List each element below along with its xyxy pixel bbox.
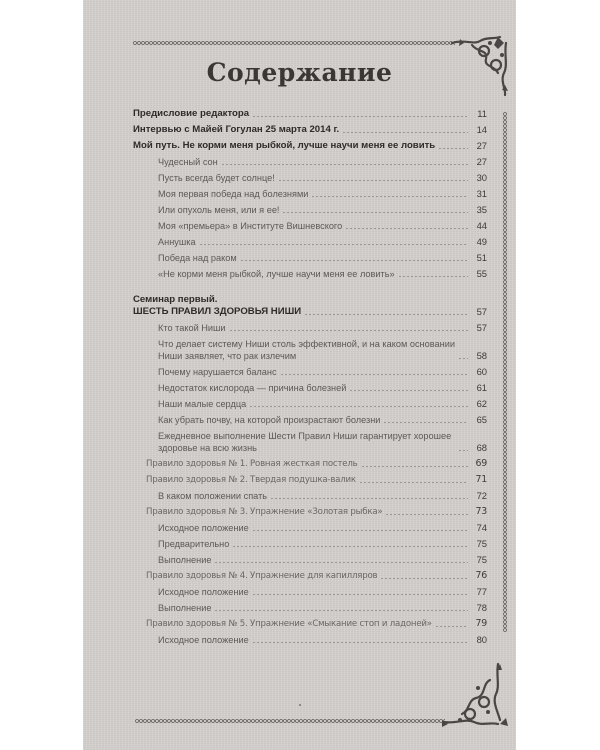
dot-leader — [458, 450, 468, 451]
dot-leader — [385, 514, 468, 515]
page-number: 55 — [476, 268, 487, 279]
toc-entry[interactable] — [133, 506, 487, 518]
page-number: 68 — [476, 442, 487, 453]
toc-entry[interactable] — [133, 188, 487, 200]
entry-text: Чудесный сон — [158, 157, 218, 167]
entry-text: Пусть всегда будет солнце! — [158, 173, 275, 183]
page-number: 44 — [476, 220, 487, 231]
entry-text: Аннушка — [158, 237, 196, 247]
dot-leader — [398, 276, 468, 277]
corner-ornament-bottom-right-icon — [440, 662, 508, 732]
page-number: 75 — [476, 554, 487, 565]
dot-leader — [380, 578, 468, 579]
page-number: 51 — [476, 252, 487, 263]
toc-entry[interactable] — [133, 124, 487, 136]
entry-text: «Не корми меня рыбкой, лучше научи меня ее ловить» — [158, 269, 395, 279]
bottom-border-chain — [135, 719, 445, 723]
entry-text: Почему нарушается баланс — [158, 367, 277, 377]
entry-text: Выполнение — [158, 603, 212, 613]
entry-text: Моя первая победа над болезнями — [158, 189, 309, 199]
toc-entry[interactable] — [133, 586, 487, 598]
toc-entry[interactable] — [133, 220, 487, 232]
page-number: 74 — [476, 522, 487, 533]
page-dot — [299, 704, 301, 706]
toc-entry[interactable] — [133, 522, 487, 534]
entry-text: Наши малые сердца — [158, 399, 247, 409]
toc-entry[interactable] — [133, 458, 487, 470]
page-number: 57 — [476, 322, 487, 333]
page-number: 73 — [475, 506, 487, 517]
dot-leader — [304, 314, 468, 315]
entry-text: Что делает систему Ниши столь эффективной, и на каком основании Ниши заявляет, что рак излечим — [158, 339, 455, 361]
dot-leader — [311, 196, 468, 197]
dot-leader — [252, 642, 468, 643]
toc-entry[interactable] — [133, 140, 487, 152]
page-number: 11 — [477, 108, 487, 119]
dot-leader — [383, 422, 468, 423]
dot-leader — [252, 530, 468, 531]
page-number: 72 — [476, 490, 487, 501]
dot-leader — [249, 406, 468, 407]
page-number: 80 — [476, 634, 487, 645]
toc-entry[interactable] — [133, 322, 487, 334]
entry-text: Выполнение — [158, 555, 212, 565]
dot-leader — [342, 132, 468, 133]
dot-leader — [349, 390, 468, 391]
top-border-chain — [133, 41, 455, 45]
page-number: 65 — [476, 414, 487, 425]
entry-text: Или опухоль меня, или я ее! — [158, 205, 280, 215]
toc-entry[interactable] — [133, 268, 487, 280]
dot-leader — [345, 228, 468, 229]
page-number: 31 — [476, 188, 487, 199]
dot-leader — [435, 626, 468, 627]
toc-entry[interactable] — [133, 366, 487, 378]
entry-text: Ежедневное выполнение Шести Правил Ниши гарантирует хорошее здоровье на всю жизнь — [158, 431, 452, 453]
dot-leader — [240, 260, 468, 261]
toc-entry-seminar[interactable] — [133, 306, 487, 318]
entry-text: Интервью с Майей Гогулан 25 марта 2014 г. — [133, 124, 340, 135]
toc-entry[interactable] — [133, 236, 487, 248]
toc-entry[interactable] — [133, 554, 487, 566]
dot-leader — [252, 116, 468, 117]
dot-leader — [359, 482, 468, 483]
entry-text: Мой путь. Не корми меня рыбкой, лучше научи меня ее ловить — [133, 140, 436, 151]
page-number: 75 — [476, 538, 487, 549]
page-number: 79 — [475, 618, 487, 629]
page-number: 71 — [475, 474, 487, 485]
toc-entry[interactable] — [133, 430, 487, 454]
dot-leader — [229, 330, 468, 331]
toc-entry[interactable] — [133, 108, 487, 120]
right-border-chain — [503, 112, 507, 632]
toc-entry[interactable] — [133, 156, 487, 168]
dot-leader — [361, 466, 469, 467]
dot-leader — [252, 594, 468, 595]
entry-text: Победа над раком — [158, 253, 237, 263]
page-number: 61 — [476, 382, 487, 393]
page-number: 49 — [476, 236, 487, 247]
page-title: Содержание — [206, 58, 393, 87]
entry-text: Исходное положение — [158, 523, 249, 533]
entry-text: Исходное положение — [158, 587, 249, 597]
dot-leader — [221, 164, 468, 165]
entry-text: В каком положении спать — [158, 491, 268, 501]
page-number: 62 — [476, 398, 487, 409]
page-number: 69 — [475, 458, 487, 469]
toc-entry[interactable] — [133, 538, 487, 550]
page-number: 77 — [476, 586, 487, 597]
page-number: 30 — [476, 172, 487, 183]
page-number: 60 — [476, 366, 487, 377]
entry-text: Правило здоровья № 4. Упражнение для капилляров — [146, 571, 378, 581]
dot-leader — [280, 374, 468, 375]
entry-text: Исходное положение — [158, 635, 249, 645]
entry-text: Как убрать почву, на которой произрастают болезни — [158, 415, 381, 425]
toc-entry[interactable] — [133, 382, 487, 394]
page-number: 27 — [476, 140, 487, 151]
entry-text: ШЕСТЬ ПРАВИЛ ЗДОРОВЬЯ НИШИ — [133, 306, 302, 317]
toc-entry[interactable] — [133, 634, 487, 646]
dot-leader — [438, 148, 468, 149]
dot-leader — [214, 562, 468, 563]
toc-entry[interactable] — [133, 414, 487, 426]
page-number: 58 — [476, 350, 487, 361]
toc-entry[interactable] — [133, 398, 487, 410]
page-number: 76 — [475, 570, 487, 581]
entry-text: Моя «премьера» в Институте Вишневского — [158, 221, 343, 231]
toc-entry[interactable] — [133, 570, 487, 582]
entry-text: Правило здоровья № 1. Ровная жесткая постель — [146, 459, 358, 469]
page-number: 27 — [476, 156, 487, 167]
dot-leader — [214, 610, 468, 611]
dot-leader — [282, 212, 468, 213]
dot-leader — [199, 244, 468, 245]
entry-text: Правило здоровья № 2. Твердая подушка-валик — [146, 475, 356, 485]
toc-entry[interactable] — [133, 252, 487, 264]
page-number: 35 — [476, 204, 487, 215]
toc-entry[interactable] — [133, 172, 487, 184]
seminar-label: Семинар первый. — [133, 294, 218, 305]
entry-text: Правило здоровья № 3. Упражнение «Золотая рыбка» — [146, 507, 383, 517]
page-number: 57 — [476, 306, 487, 317]
toc-entry[interactable] — [133, 338, 487, 362]
section-gap — [133, 284, 487, 294]
toc-entry[interactable] — [133, 618, 487, 630]
entry-text: Недостаток кислорода — причина болезней — [158, 383, 347, 393]
toc-entry[interactable] — [133, 204, 487, 216]
entry-text: Предварительно — [158, 539, 230, 549]
dot-leader — [458, 358, 468, 359]
dot-leader — [270, 498, 468, 499]
toc-entry[interactable] — [133, 490, 487, 502]
table-of-contents — [133, 108, 487, 650]
toc-entry[interactable] — [133, 474, 487, 486]
entry-text: Кто такой Ниши — [158, 323, 226, 333]
entry-text: Правило здоровья № 5. Упражнение «Смыкание стоп и ладоней» — [146, 619, 432, 629]
page-number: 78 — [476, 602, 487, 613]
entry-text: Предисловие редактора — [133, 108, 250, 119]
toc-entry[interactable] — [133, 602, 487, 614]
dot-leader — [232, 546, 468, 547]
dot-leader — [278, 180, 468, 181]
page-number: 14 — [476, 124, 487, 135]
